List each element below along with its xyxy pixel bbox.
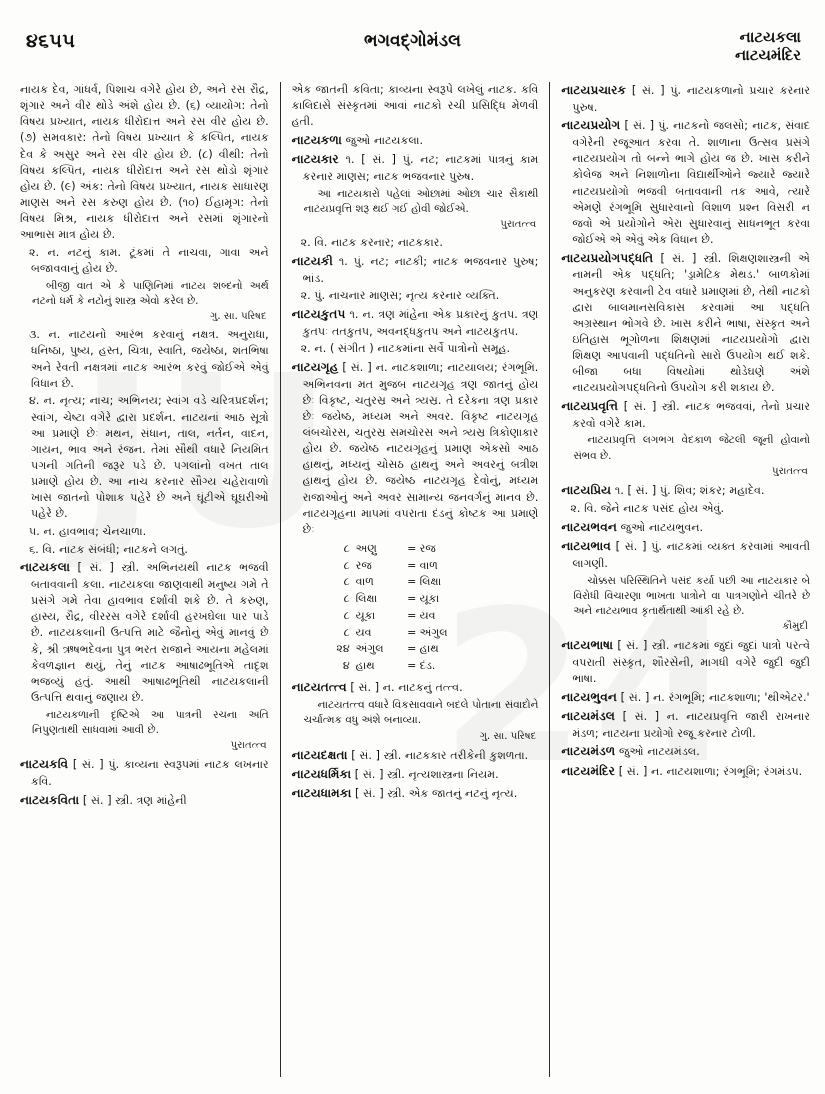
continued-definition: નાયક દેવ, ગાંધર્વ, પિશાચ વગેરે હોય છે, અને રસ રૌદ્ર, શૃંગાર અને વીર થોડે અંશે હોય છે. (૬) વ્યાયોગ: તેનો વિષય પ્રખ્યાત, નાયક ધીરોદાત્ત અને રસ વીર હોય છે. (૭) સમવકાર: તેનો વિષય પ્રખ્યાત કે કલ્પિત, નાયક દેવ કે અસુર અને રસ વીર હોય છે. (૮) વીથી: તેનો વિષય કલ્પિત, નાયક ધીરોદાત્ત અને રસ થોડો શૃંગાર હોય છે. (૯) અંક: તેનો વિષય પ્રખ્યાત, નાયક સાધારણ માણસ અને રસ કરુણ હોય છે. (૧૦) ઈહામૃગ: તેનો વિષય મિશ્ર, નાયક ધીરોદાત્ત અને રસમાં શૃંગારનો આભાસ માત્ર હોય છે. — [20, 83, 269, 242]
citation-source: ગુ. સા. પરિષદ — [209, 311, 267, 323]
text-column-1 — [20, 82, 271, 1077]
usage-quotation: નાટયપ્રવૃત્તિ લગભગ વેદકાળ જેટલી જૂની હોવાનો સંભવ છે. — [573, 434, 811, 462]
measure-unit: રજ — [355, 558, 372, 572]
dictionary-entry — [292, 679, 539, 697]
entry-headword[interactable]: નાટયભવન — [561, 519, 617, 534]
dictionary-entry — [561, 482, 810, 500]
usage-quotation: ચોક્કસ પરિસ્થિતિને પસંદ કર્યા પછી આ નાટયકાર બે વિરોધી વિચારણા ભાખતા પાત્રોને વા પાત્રગણોને ચીતરે છે અને નાટયભાવ કૃતાર્થતાથી આંકી રહે છે. — [573, 574, 811, 617]
dictionary-entry — [292, 785, 539, 803]
entry-definition: જુઓ નાટયમંડલ. — [615, 745, 700, 759]
dictionary-entry — [292, 132, 539, 150]
page-header — [0, 28, 825, 76]
measure-quantity: ૮ — [343, 625, 350, 639]
entry-headword[interactable]: નાટયકાર — [291, 152, 339, 167]
measure-unit: વાળ — [355, 575, 374, 589]
measure-quantity: ૮ — [343, 575, 350, 589]
dictionary-entry — [20, 792, 269, 810]
sense-definition: ૨. ન. ( સંગીત ) નાટકમાંના સર્વે પાત્રોનો સમૂહ. — [300, 342, 511, 356]
dictionary-entry — [561, 743, 810, 761]
entry-headword[interactable]: નાટયકી — [291, 253, 333, 268]
entry-definition: [ સં. ] ન. નાટકનું તત્ત્વ. — [346, 680, 463, 694]
dictionary-entry — [292, 766, 539, 784]
dictionary-entry — [561, 250, 810, 397]
citation-source: પુરાતત્ત્વ — [500, 219, 537, 231]
dictionary-entry — [292, 253, 539, 287]
measurement-row — [326, 541, 539, 558]
entry-definition: [ સં. ] પું. કાવ્યના સ્વરૂપમાં નાટક લખનાર કવિ. — [31, 758, 269, 789]
entry-headword[interactable]: નાટયપ્રચારક — [561, 83, 627, 97]
entry-definition: ૧. [ સં. ] પું. શિવ; શંકર; મહાદેવ. — [611, 484, 765, 498]
measure-result: અંગુલ — [419, 625, 448, 639]
sense-definition: ૨. પું. નાચનાર માણસ; નૃત્ય કરનાર વ્યક્તિ. — [300, 289, 500, 303]
measure-equals-sign: = — [407, 575, 417, 589]
measurement-table — [292, 541, 539, 675]
measure-quantity: ૮ — [343, 558, 350, 572]
dictionary-entry — [561, 82, 810, 116]
usage-quotation: નાટયકળાની દૃષ્ટિએ આ પાત્રની રચના અતિ નિપુણતાથી સાધવામાં આવી છે. — [32, 708, 269, 736]
entry-headword[interactable]: નાટયમંડળ — [561, 744, 616, 759]
dictionary-entry — [561, 519, 810, 537]
dictionary-entry — [292, 359, 539, 538]
dictionary-entry — [561, 689, 810, 707]
measure-unit: હાથ — [355, 659, 375, 673]
measure-unit: અણુ — [355, 542, 377, 556]
measure-quantity: ૮ — [343, 542, 350, 556]
usage-quotation: નાટયતત્ત્વ વધારે વિકસાવવાને બદલે પોતાના સંવાદોને ચર્ચાત્મક વધુ અંશે બનાવ્યા. — [303, 699, 539, 727]
entry-definition: [ સં. ] પું. નાટકનો જલસો; નાટક, સંવાદ વગેરેની રજૂઆત કરવા તે. શાળાના ઉત્સવ પ્રસંગે નાટયપ્રયોગ તો બન્ને ભાગે હોય જ છે. ખાસ કરીને કોલેજ અને નિશાળોના વિદ્યાર્થીઓને જ્યારે જ્યારે નાટયપ્રયોગો ભજવી બતાવવાની તક આવે, ત્યારે એમણે રંગભૂમિ સુધારવાનો વિશાળ પ્રશ્ન વિસરી ન જવો એ પ્રયોગોને એરા સુધારવાનું સાધનભૂત કરવા જોઈએ એ એવું એક વિધાન છે. — [572, 119, 811, 246]
dictionary-title: ભગવદ્ગોમંડલ — [364, 31, 461, 51]
entry-headword[interactable]: નાટયદક્ષતા — [291, 747, 348, 762]
entry-definition: ૧. પું. નટ; નાટકી; નાટક ભજવનાર પુરુષ; ભાંડ. — [302, 254, 539, 285]
entry-definition: જુઓ નાટયભુવન. — [616, 520, 704, 534]
usage-quotation: બીજી વાત એ કે પાણિનિમાં નાટય શબ્દનો અર્થ નટનો ધર્મ કે નટોનું શાસ્ત્ર એવો કરેલ છે. — [32, 279, 269, 307]
column-divider-1 — [280, 82, 281, 1077]
dictionary-entry — [20, 559, 269, 706]
entry-headword[interactable]: નાટયકુતપ — [291, 306, 346, 321]
entry-definition: [ સં. ] સ્ત્રી. નાટક ભજવવાં, તેનો પ્રચાર કરવો વગેરે કામ. — [572, 400, 811, 430]
entry-definition: [ સં. ] સ્ત્રી. એક જાતનું નટનું નૃત્ય. — [351, 787, 518, 801]
entry-headword[interactable]: નાટયમંદિર — [561, 763, 615, 778]
measurement-row — [326, 574, 539, 591]
sense-definition: ૨. વિ. જેને નાટક પસંદ હોય એવું. — [570, 502, 724, 516]
entry-headword[interactable]: નાટયકળા — [291, 132, 342, 147]
measurement-row — [326, 625, 539, 642]
entry-headword[interactable]: નાટયભુવન — [561, 689, 617, 704]
sense-definition: ૬. વિ. નાટક સંબંધી; નાટકને લગતું. — [29, 542, 188, 556]
measure-result: યવ — [419, 608, 436, 622]
continued-definition: એક જાતની કવિતા; કાવ્યના સ્વરૂપે લખેલું નાટક. કવિ કાલિદાસે સંસ્કૃતમાં આવાં નાટકો રચી પ્રસિદ્ધિ મેળવી હતી. — [291, 83, 539, 129]
measure-equals-sign: = — [407, 558, 417, 572]
entry-definition: [ સં. ] સ્ત્રી. ત્રણ માંહેની — [79, 793, 187, 807]
measure-result: હાથ — [419, 642, 439, 656]
measure-equals-sign: = — [407, 659, 417, 673]
sense-definition: ૨. ન. નટનું કામ. ટૂંકમાં તે નાચવા, ગાવા અને બજાવવાનું હોય છે. — [29, 245, 269, 276]
entry-definition: [ સં. ] સ્ત્રી. નાટકમાં જુદાં જુદાં પાત્રો પરત્વે વપરાતી સંસ્કૃત, શૌરસેની, માગધી વગેરે જુદી જુદી ભાષા. — [572, 639, 811, 686]
entry-definition: જુઓ નાટયકલા. — [341, 133, 423, 147]
citation-source: ગુ. સા. પરિષદ — [479, 730, 537, 742]
guide-word-first: નાટયકલા — [739, 28, 801, 46]
entry-headword[interactable]: નાટયગૃહ — [291, 359, 339, 374]
entry-definition: ૧. ન. ત્રણ માંહેના એક પ્રકારનું કુતપ. ત્રણ કુતપઃ તતકુતપ, અવનદ્ધકુતપ અને નાટયકુતપ. — [302, 307, 539, 338]
guide-word-last: નાટયમંદિર — [735, 46, 801, 65]
entry-definition: [ સં. ] સ્ત્રી. નાટકકાર તરીકેની કુશળતા. — [347, 748, 529, 762]
measure-unit: લિક્ષા — [355, 592, 378, 606]
entry-definition: [ સં. ] સ્ત્રી. અભિનયથી નાટક ભજવી બતાવવાની કલા. નાટયકલા જાણવાથી મનુષ્ય ગમે તે પ્રસંગે ગમે તેવા હાવભાવ દર્શાવી શકે છે. તે કરુણ, હાસ્ય, રૌદ્ર, વીરરસ વગેરે દર્શાવી હરખઘેલા પાર પાડે છે. નાટયકલાની ઉત્પત્તિ માટે જૈનોનું એવું માનવું છે કે, શ્રી ઋષભદેવના પુત્ર ભરત રાજાને આયના મહેલમાં કેવળજ્ઞાન થયું, તેનું નાટક આષાઢભૂતિએ તાદૃશ ભજવ્યું હતું. આથી આષાઢભૂતિથી નાટયકલાની ઉત્પત્તિ થવાનું જણાય છે. — [31, 561, 269, 705]
measure-equals-sign: = — [407, 542, 417, 556]
citation-source: કૌમુદી — [782, 621, 809, 633]
entry-definition: [ સં. ] સ્ત્રી. શિક્ષણશાસ્ત્રની એ નામની એક પદ્ધતિ; 'ડ્રામેટિક મેથડ.' બાળકોમાં અનુકરણ કરવાની ટેવ વધારે પ્રમાણમાં છે, તેથી નાટકો દ્વારા બાલમાનસવિકાસ કરવામાં આ પદ્ધતિ અગ્રસ્થાન ભોગવે છે. ખાસ કરીને ભાષા, સંસ્કૃત અને ઇતિહાસ ભૂગોળના શિક્ષણમાં નાટયપ્રયોગો દ્વારા શિક્ષણ આપવાની પદ્ધતિનો સારો ઉપયોગ થઈ શકે. બીજા બધા વિષયોમાં થોડેઘણે અંશે નાટયપ્રયોગપદ્ધતિનો ઉપયોગ કરી શકાય છે. — [572, 251, 811, 395]
sense-definition: ૫. ન. હાવભાવ; ચેનચાળા. — [29, 525, 147, 538]
sense-definition: ૨. વિ. નાટક કરનાર; નાટકકાર. — [300, 236, 443, 250]
sense-definition: ૩. ન. નાટયનો આરંભ કરવાનું નક્ષત્ર. અનુરાધા, ધનિષ્ઠા, પુષ્ય, હસ્ત, ચિત્રા, સ્વાતિ, જયેષ્ઠા, શતભિષા અને રેવતી નક્ષત્રમાં નાટક આરંભ કરવું જોઈએ એવું વિધાન છે. — [29, 328, 269, 390]
measurement-row — [326, 591, 539, 608]
measure-unit: અંગુલ — [355, 642, 384, 656]
entry-headword[interactable]: નાટયકવિ — [20, 757, 69, 772]
text-column-2 — [290, 82, 541, 1077]
measurement-row — [326, 558, 539, 575]
usage-quotation: આ નાટયકારો પહેલાં ઓછામાં ઓછા ચાર સૈકાથી નાટયપ્રવૃત્તિ શરૂ થઈ ગઈ હોવી જોઈએ. — [303, 187, 539, 215]
measure-equals-sign: = — [407, 625, 417, 639]
entry-headword[interactable]: નાટયપ્રવૃત્તિ — [561, 399, 619, 413]
entry-definition: [ સં. ] ન. નાટયપ્રવૃત્તિ જારી રાખનાર મંડળ; નાટયના પ્રયોગો રજૂ કરનાર ટોળી. — [572, 710, 811, 740]
measure-quantity: ૮ — [343, 608, 350, 622]
dictionary-entry — [292, 151, 539, 185]
dictionary-entry — [561, 637, 810, 687]
dictionary-entry — [20, 756, 269, 790]
measurement-row — [326, 658, 539, 675]
entry-headword[interactable]: નાટયકવિતા — [20, 792, 80, 807]
measurement-row — [326, 608, 539, 625]
measure-unit: યવ — [355, 625, 372, 639]
measure-result: વાળ — [419, 558, 438, 572]
entry-headword[interactable]: નાટયધર્મિકા — [291, 766, 352, 781]
measure-equals-sign: = — [407, 642, 417, 656]
entry-headword[interactable]: નાટયપ્રયોગ — [561, 118, 621, 133]
entry-definition: ૧. [ સં. ] પું. નટ; નાટકમાં પાત્રનું કામ કરનાર માણસ; નાટક ભજવનાર પુરુષ. — [302, 153, 539, 183]
column-container — [20, 82, 810, 1077]
measure-quantity: ૮ — [343, 592, 350, 606]
dictionary-entry — [561, 538, 810, 572]
measure-result: લિક્ષા — [419, 575, 442, 589]
guide-words — [735, 28, 801, 65]
column-divider-2 — [549, 82, 550, 1077]
dictionary-entry — [292, 306, 539, 340]
entry-headword[interactable]: નાટયકલા — [20, 560, 70, 575]
measure-result: રજ — [419, 542, 436, 556]
entry-definition: [ સં. ] ન. રંગભૂમિ; નાટકશાળા; 'થીએટર.' — [616, 690, 810, 704]
measure-result: દંડ. — [419, 659, 436, 673]
entry-headword[interactable]: નાટયતત્ત્વ — [291, 679, 347, 694]
citation-source: પુરાતત્ત્વ — [230, 740, 267, 752]
entry-definition: [ સં. ] ન. નાટયશાળા; રંગભૂમિ; રંગમંડપ. — [614, 764, 803, 778]
measure-quantity: ૪ — [342, 659, 350, 673]
citation-source: પુરાતત્ત્વ — [772, 466, 809, 478]
measure-result: યૂકા — [419, 592, 440, 606]
measure-unit: યૂકા — [355, 608, 376, 622]
entry-headword[interactable]: નાટયપ્રિય — [561, 483, 612, 498]
text-column-3 — [559, 82, 810, 1077]
measure-equals-sign: = — [407, 608, 417, 622]
measure-quantity: ૨૪ — [336, 642, 350, 656]
entry-definition: [ સં. ] પું. નાટકમાં વ્યક્ત કરવામાં આવતી લાગણી. — [572, 540, 811, 570]
measurement-row — [326, 641, 539, 658]
page-number: ૪૬૫૫ — [26, 30, 76, 52]
dictionary-entry — [292, 747, 539, 765]
entry-definition: [ સં. ] સ્ત્રી. નૃત્યશાસ્ત્રના નિયમ. — [351, 767, 499, 781]
dictionary-entry — [561, 763, 810, 781]
dictionary-entry — [561, 117, 810, 248]
entry-headword[interactable]: નાટયપ્રયોગપદ્ધતિ — [561, 250, 654, 265]
dictionary-entry — [561, 398, 810, 432]
entry-definition: [ સં. ] પું. નાટયકળાનો પ્રચાર કરનાર પુરુષ. — [572, 84, 811, 114]
entry-headword[interactable]: નાટયભાષા — [561, 638, 614, 653]
sense-definition: ૪. ન. નૃત્ય; નાચ; અભિનય; સ્વાંગ વડે ચરિત્રપ્રદર્શન; સ્વાંગ, ચેષ્ટા વગેરે દ્વારા પ્રદર્શન. નાટયનાં આઠ સૂત્રો આ પ્રમાણે છેઃ મથન, સંધાન, તાલ, નર્તન, વાદન, ગાયન, ભાવ અને રંજન. તેમાં સૌથી વધારે નિયમિત પગની ગતિની જરૂર પડે છે. પગલાંનો વખત તાલ પ્રમાણે હોય છે. આ નાચ કરનાર સૌગ્ય ચહેરાવાળો ખાસ જાતનો પોશાક પહેરે છે અને ઘૂંટીએ ઘૂઘરીઓ પહેરે છે. — [29, 394, 269, 521]
entry-definition: [ સં. ] ન. નાટકશાળા; નાટયાલય; રંગભૂમિ. અભિનવના મત મુજબ નાટયગૃહ ત્રણ જાતનું હોય છેઃ વિકૃષ્ટ, ચતુરસ્ર અને ત્ર્યસ્ર. તે દરેકના ત્રણ પ્રકાર છેઃ જયેષ્ઠ, મધ્યમ અને અવર. વિકૃષ્ટ નાટયગૃહ લંબચોરસ, ચતુરસ્ર સમચોરસ અને ત્ર્યસ્ર ત્રિકોણાકાર હોય છે. જયેષ્ઠ નાટયગૃહનું પ્રમાણ એકસો આઠ હાથનું, મધ્યનું ચોસઠ હાથનું અને અવરનું બત્રીશ હાથનું હોય છે. જયેષ્ઠ નાટયગૃહ દેવોનું, મધ્યમ રાજાઓનું અને અવર સામાન્ય જનવર્ગનું માનવ છે. નાટયગૃહના માપમાં વપરાતા દંડનું કોષ્ટક આ પ્રમાણે છેઃ — [302, 360, 539, 536]
measure-equals-sign: = — [407, 592, 417, 606]
entry-headword[interactable]: નાટયધામકા — [291, 786, 352, 801]
entry-headword[interactable]: નાટયભાવ — [561, 539, 611, 554]
dictionary-entry — [561, 708, 810, 742]
entry-headword[interactable]: નાટયમંડલ — [561, 709, 615, 724]
